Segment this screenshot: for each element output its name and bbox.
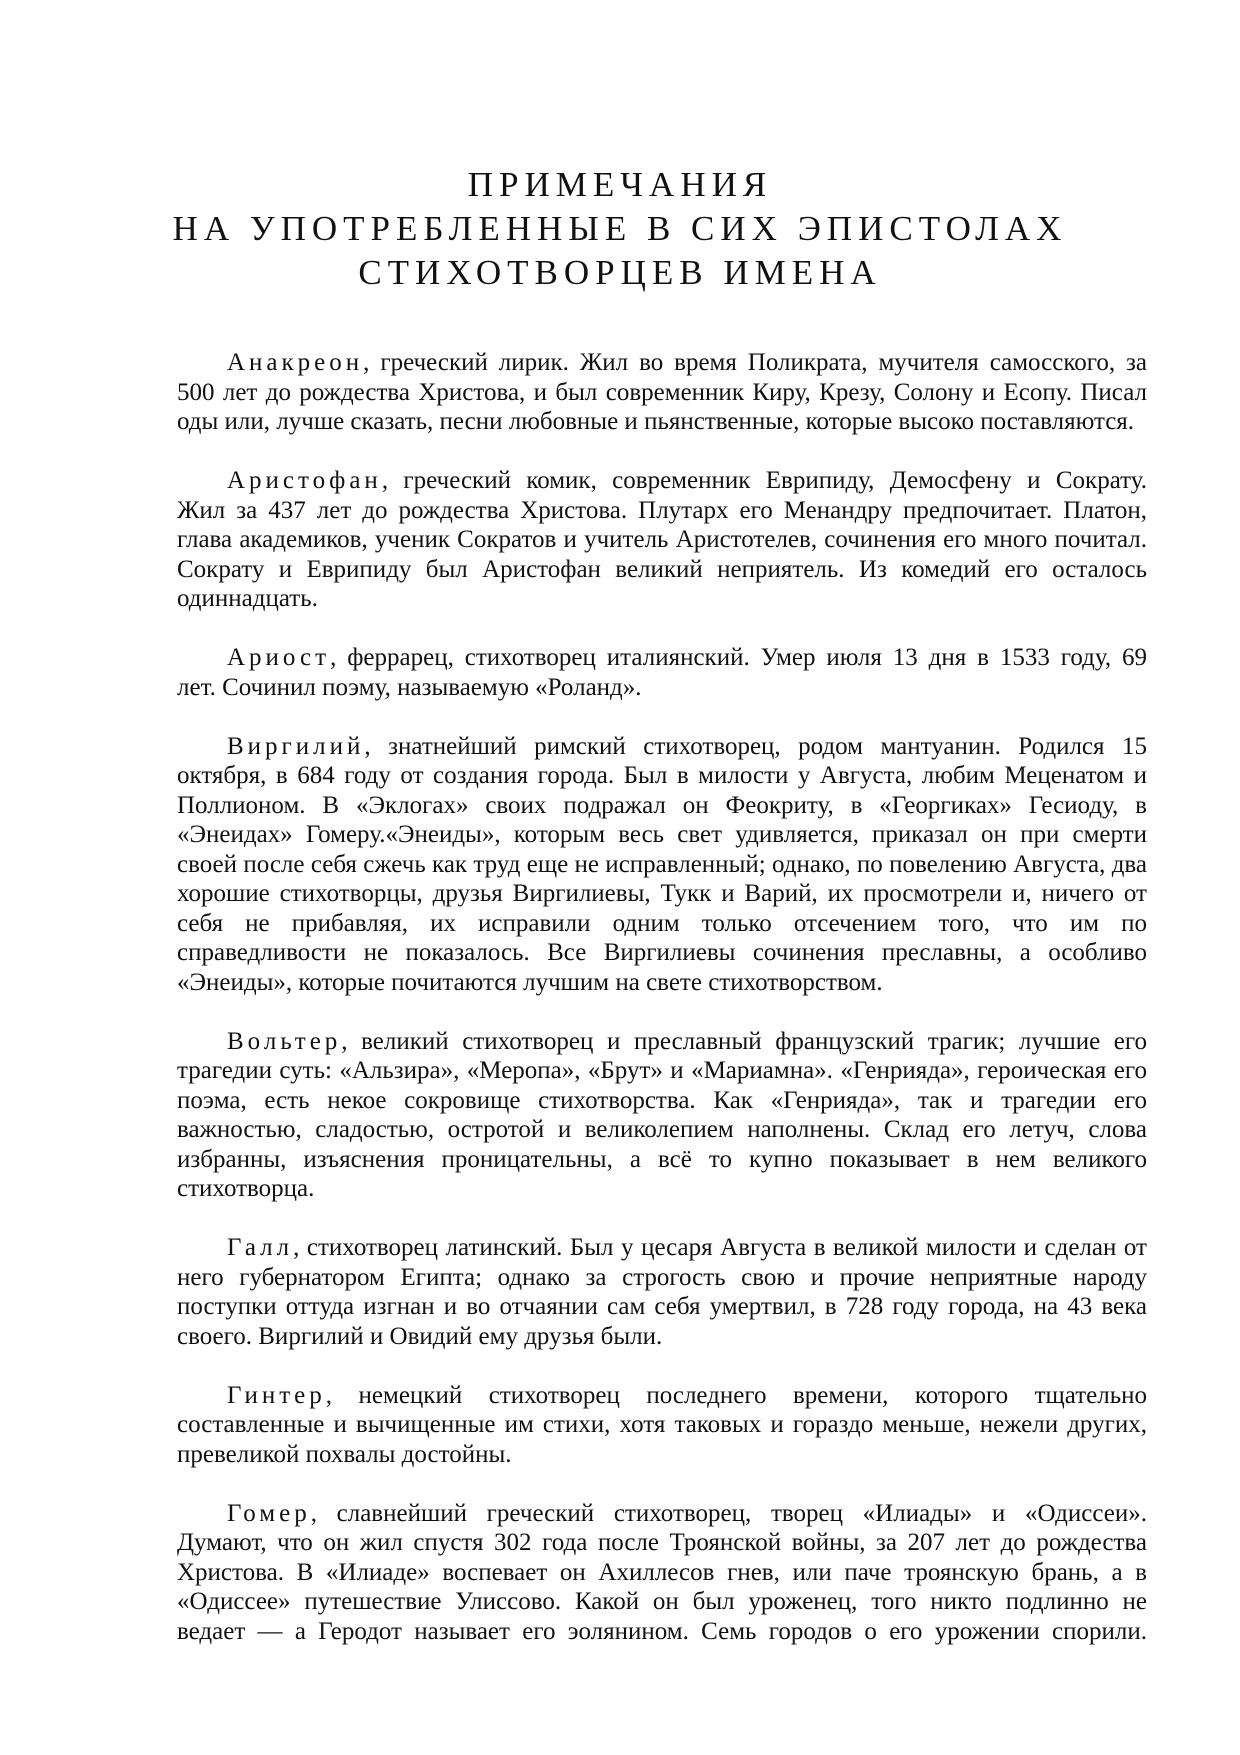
line-text: , знатнейший римский стихотворец, родом мантуанин. Родился 15 [364,732,1147,760]
line-text: , немецкий стихотворец последнего времени, которого тщательно [325,1381,1147,1409]
entry-name: Вольтер [227,1027,342,1055]
line-text: , стихотворец латинский. Был у цесаря Августа в великой милости и сделан от [293,1234,1147,1261]
text-line [177,909,1147,939]
text-line [177,850,1147,880]
line-text: своей после себя сжечь как труд еще не исправленный; однако, по повелению Августа, два [177,850,1147,878]
entry-name: Аристофан [227,467,382,494]
line-text: составленные и вычищенные им стихи, хотя таковых и гораздо меньше, нежели других, [177,1411,1147,1438]
line-text: одиннадцать. [177,585,318,612]
text-line [177,555,1147,585]
text-line [177,1381,1147,1411]
text-line [177,1115,1147,1145]
text-line [177,732,1147,762]
note-entry [177,466,1147,614]
note-entry [177,732,1147,998]
text-line [177,1056,1147,1086]
line-text: , великий стихотворец и преславный французский трагик; лучшие его [341,1027,1147,1055]
line-text: ведает — а Геродот называет его эолянином. Семь городов о его урожении спорили. [177,1617,1147,1645]
line-text: важностью, сладостью, остротой и великолепием наполнены. Склад его летуч, слова [177,1116,1147,1143]
text-line [177,1292,1147,1322]
text-line [177,378,1147,408]
entry-name: Ариост [227,644,331,671]
text-line [177,1086,1147,1116]
title-line: ПРИМЕЧАНИЯ [467,165,773,204]
line-text: октября, в 684 году от создания города. Был в милости у Августа, любим Меценатом и [177,762,1147,789]
text-line [177,1587,1147,1617]
text-line [177,673,1147,703]
text-line [177,791,1147,821]
line-text: Поллионом. В «Эклогах» своих подражал он Феокриту, в «Георгиках» Гесиоду, в [177,791,1147,819]
title-line: СТИХОТВОРЦЕВ ИМЕНА [358,253,882,292]
text-line [177,584,1147,614]
text-line [177,1233,1147,1263]
text-line [177,407,1147,437]
line-text: стихотворца. [177,1175,315,1202]
note-entry [177,1381,1147,1470]
text-line [177,1528,1147,1558]
text-line [177,820,1147,850]
line-text: хорошие стихотворцы, друзья Виргилиевы, Тукк и Варий, их просмотрели и, ничего от [177,880,1147,907]
text-line [177,879,1147,909]
line-text: Думают, что он жил спустя 302 года после Троянской войны, за 207 лет до рождества [177,1529,1147,1556]
title-line: НА УПОТРЕБЛЕННЫЕ В СИХ ЭПИСТОЛАХ [172,209,1068,248]
note-entry [177,348,1147,437]
line-text: Христова. В «Илиаде» воспевает он Ахиллесов гнев, или паче троянскую брань, а в [177,1558,1147,1586]
notes-body [177,348,1147,1676]
text-line [177,1558,1147,1588]
line-text: лет. Сочинил поэму, называемую «Роланд». [177,673,642,701]
text-line [177,1617,1147,1647]
text-line [177,348,1147,378]
line-text: себя не прибавляя, их исправили одним только отсечением того, что им по [177,909,1147,937]
text-line [177,1263,1147,1293]
text-line [177,1174,1147,1204]
line-text: Жил за 437 лет до рождества Христова. Плутарх его Менандру предпочитает. Платон, [177,496,1147,524]
line-text: «Одиссее» путешествие Улиссово. Какой он был уроженец, того никто подлинно не [177,1588,1147,1615]
text-line [177,1027,1147,1057]
line-text: , феррарец, стихотворец италиянский. Умер июля 13 дня в 1533 году, 69 [330,644,1147,671]
entry-name: Галл [227,1234,294,1261]
entry-name: Гинтер [227,1381,326,1409]
text-line [177,938,1147,968]
line-text: «Энеиды», которые почитаются лучшим на свете стихотворством. [177,968,883,996]
text-line [177,525,1147,555]
line-text: справедливости не показалось. Все Виргилиевы сочинения преславны, а особливо [177,939,1147,966]
line-text: глава академиков, ученик Сократов и учитель Аристотелев, сочинения его много почитал. [177,526,1147,553]
text-line [177,1322,1147,1352]
page-title [0,163,1240,295]
line-text: поэма, есть некое сокровище стихотворства. Как «Генрияда», так и трагедии его [177,1086,1147,1114]
note-entry [177,1233,1147,1351]
entry-name: Виргилий [227,732,365,760]
text-line [177,496,1147,526]
line-text: поступки оттуда изгнан и во отчаянии сам себя умертвил, в 728 году города, на 43 века [177,1293,1147,1320]
line-text: своего. Виргилий и Овидий ему друзья были. [177,1322,663,1350]
text-line [177,761,1147,791]
note-entry [177,1499,1147,1647]
line-text: превеликой похвалы достойны. [177,1440,512,1468]
text-line [177,1499,1147,1529]
line-text: 500 лет до рождества Христова, и был современник Киру, Крезу, Солону и Есопу. Писал [177,378,1147,406]
line-text: , славнейший греческий стихотворец, творец «Илиады» и «Одиссеи». [310,1499,1147,1527]
text-line [177,1145,1147,1175]
text-line [177,643,1147,673]
note-entry [177,1027,1147,1204]
line-text: оды или, лучше сказать, песни любовные и пьянственные, которые высоко поставляются. [177,408,1135,435]
line-text: , греческий комик, современник Еврипиду, Демосфену и Сократу. [381,467,1147,494]
line-text: , греческий лирик. Жил во время Поликрата, мучителя самосского, за [363,349,1147,376]
line-text: Сократу и Еврипиду был Аристофан великий неприятель. Из комедий его осталось [177,555,1147,583]
line-text: трагедии суть: «Альзира», «Меропа», «Брут» и «Мариамна». «Генрияда», героическая его [177,1057,1147,1084]
text-line [177,466,1147,496]
entry-name: Гомер [227,1499,311,1527]
line-text: него губернатором Египта; однако за строгость свою и прочие неприятные народу [177,1263,1147,1291]
text-line [177,1440,1147,1470]
line-text: «Энеидах» Гомеру.«Энеиды», которым весь свет удивляется, приказал он при смерти [177,821,1147,848]
entry-name: Анакреон [227,349,364,376]
note-entry [177,643,1147,702]
text-line [177,1410,1147,1440]
line-text: избранны, изъяснения проницательны, а всё то купно показывает в нем великого [177,1145,1147,1173]
text-line [177,968,1147,998]
